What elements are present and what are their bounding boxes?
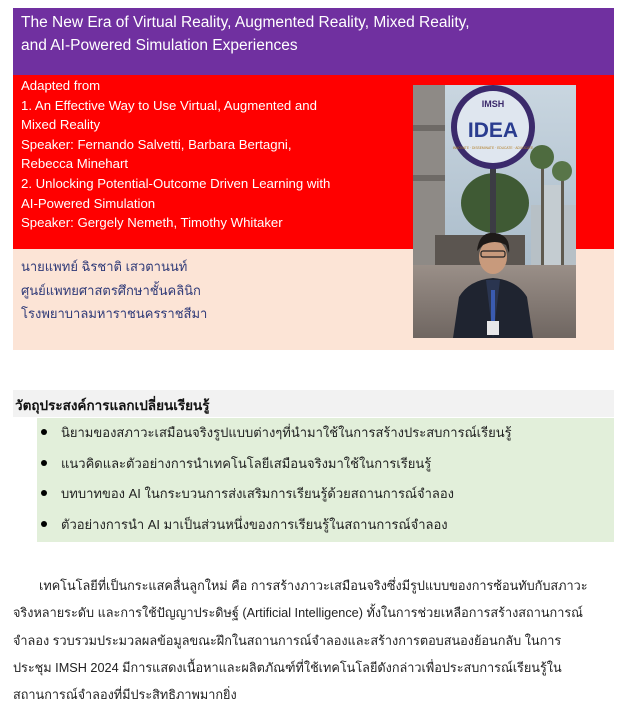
speaker-photo (413, 85, 576, 338)
bullet-icon (41, 429, 47, 435)
objective-text: ตัวอย่างการนำ AI มาเป็นส่วนหนึ่งของการเรียนรู้ในสถานการณ์จำลอง (61, 516, 448, 532)
bullet-icon (41, 521, 47, 527)
page-title-line-2: and AI-Powered Simulation Experiences (21, 37, 298, 54)
source-line: Adapted from (21, 78, 101, 93)
paragraph-line: จริงหลายระดับ และการใช้ปัญญาประดิษฐ์ (Artificial Intelligence) ทั้งในการช่วยเหลือการสร้างสถานการณ์ (13, 606, 583, 621)
author-name: นายแพทย์ ฉิรชาติ เสวตานนท์ (21, 259, 188, 274)
bullet-icon (41, 460, 47, 466)
source-line: Rebecca Minehart (21, 156, 129, 172)
source-line: 2. Unlocking Potential-Outcome Driven Learning with (21, 175, 331, 191)
sign-tagline: INNOVATE · DISSEMINATE · EDUCATE · ADVOCATE (452, 146, 534, 150)
source-line: Mixed Reality (21, 117, 101, 133)
paragraph-line: สถานการณ์จำลองที่มีประสิทธิภาพมากยิ่ง (13, 688, 237, 703)
paragraph-line: เทคโนโลยีที่เป็นกระแสคลื่นลูกใหม่ คือ การสร้างภาวะเสมือนจริงซึ่งมีรูปแบบของการซ้อนทับกับสภาวะ (39, 579, 588, 593)
source-line: AI-Powered Simulation (21, 195, 156, 211)
objective-text: แนวคิดและตัวอย่างการนำเทคโนโลยีเสมือนจริงมาใช้ในการเรียนรู้ (61, 455, 432, 471)
body-paragraph (13, 573, 618, 709)
source-line: Speaker: Gergely Nemeth, Timothy Whitaker (21, 215, 283, 231)
list-item (37, 515, 614, 546)
objective-text: นิยามของสภาวะเสมือนจริงรูปแบบต่างๆที่นำมาใช้ในการสร้างประสบการณ์เรียนรู้ (61, 425, 512, 440)
bullet-icon (41, 490, 47, 496)
list-item (37, 423, 614, 454)
paragraph-line: ประชุม IMSH 2024 มีการแสดงเนื้อหาและผลิตภัณฑ์ที่ใช้เทคโนโลยีดังกล่าวเพื่อประสบการณ์เรียนรู้ใน (13, 660, 562, 675)
objectives-list (37, 418, 614, 542)
author-department: ศูนย์แพทยศาสตรศึกษาชั้นคลินิก (21, 282, 201, 298)
author-hospital: โรงพยาบาลมหาราชนครราชสีมา (21, 306, 208, 321)
paragraph-line: จำลอง รวบรวมประมวลผลข้อมูลขณะฝึกในสถานการณ์จำลองและสร้างการตอบสนองย้อนกลับ ในการ (13, 633, 562, 648)
list-item (37, 484, 614, 515)
title-banner (13, 8, 614, 75)
list-item (37, 454, 614, 485)
source-line: 1. An Effective Way to Use Virtual, Augmented and (21, 97, 317, 113)
objectives-heading: วัตถุประสงค์การแลกเปลี่ยนเรียนรู้ (13, 390, 614, 417)
source-line: Speaker: Fernando Salvetti, Barbara Bertagni, (21, 136, 292, 152)
sign-main: IDEA (467, 119, 519, 142)
sign-org: IMSH (481, 99, 505, 109)
objective-text: บทบาทของ AI ในกระบวนการส่งเสริมการเรียนรู้ด้วยสถานการณ์จำลอง (61, 486, 455, 501)
page-title-line-1: The New Era of Virtual Reality, Augmented Reality, Mixed Reality, (21, 14, 470, 31)
